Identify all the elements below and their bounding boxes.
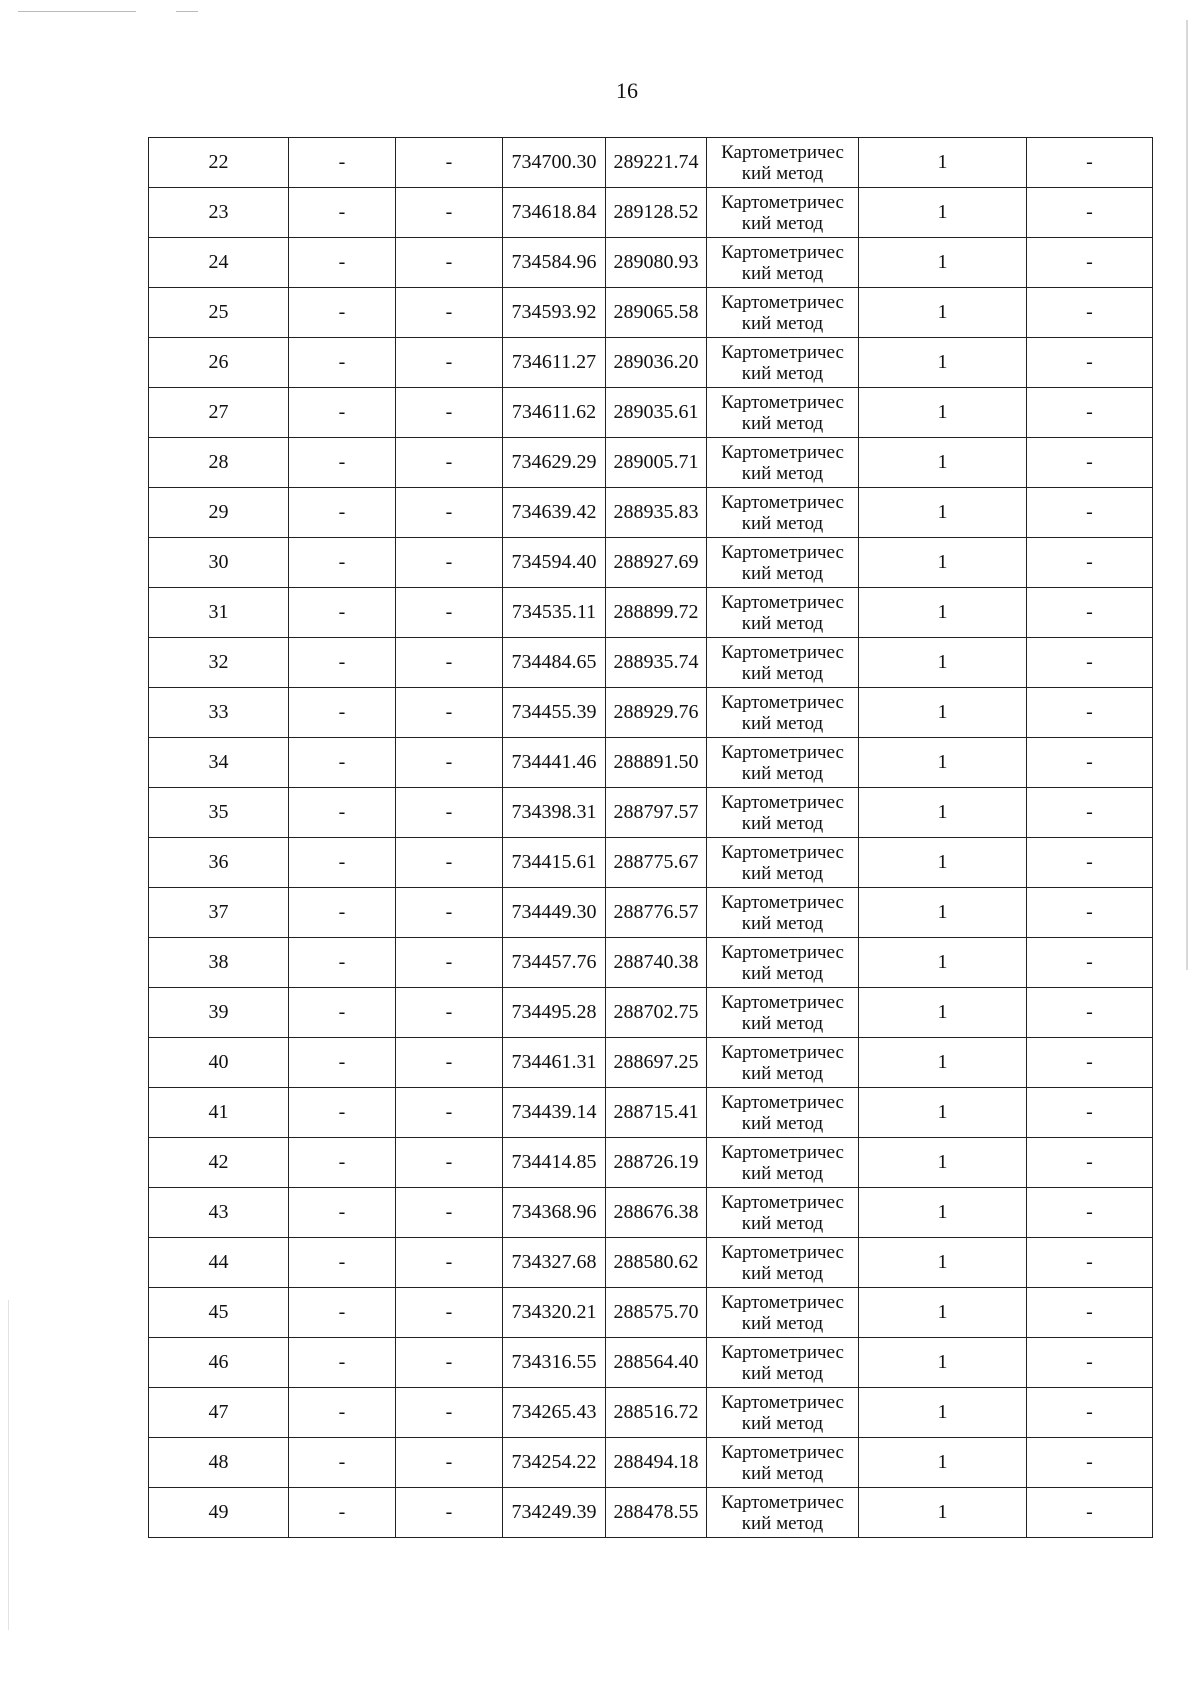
description-cell: - (1027, 938, 1153, 988)
accuracy-cell: 1 (859, 1088, 1027, 1138)
description-cell: - (1027, 1488, 1153, 1538)
x-coordinate-cell: 734398.31 (503, 788, 606, 838)
description-cell: - (1027, 1388, 1153, 1438)
method-cell: Картометричес кий метод (707, 1388, 859, 1438)
empty-value-cell: - (289, 838, 396, 888)
x-coordinate-cell: 734316.55 (503, 1338, 606, 1388)
method-cell: Картометричес кий метод (707, 838, 859, 888)
description-cell: - (1027, 1338, 1153, 1388)
accuracy-cell: 1 (859, 788, 1027, 838)
method-cell: Картометричес кий метод (707, 238, 859, 288)
point-number-cell: 38 (149, 938, 289, 988)
table-row (149, 1338, 1153, 1388)
x-coordinate-cell: 734618.84 (503, 188, 606, 238)
y-coordinate-cell: 288478.55 (606, 1488, 707, 1538)
x-coordinate-cell: 734495.28 (503, 988, 606, 1038)
method-cell: Картометричес кий метод (707, 488, 859, 538)
point-number-cell: 48 (149, 1438, 289, 1488)
x-coordinate-cell: 734611.27 (503, 338, 606, 388)
description-cell: - (1027, 188, 1153, 238)
point-number-cell: 47 (149, 1388, 289, 1438)
empty-value-cell: - (289, 188, 396, 238)
table-row (149, 238, 1153, 288)
scan-artifact-edge (1186, 20, 1188, 970)
point-number-cell: 41 (149, 1088, 289, 1138)
y-coordinate-cell: 289128.52 (606, 188, 707, 238)
coordinates-table (148, 137, 1153, 1538)
empty-value-cell: - (289, 688, 396, 738)
accuracy-cell: 1 (859, 638, 1027, 688)
description-cell: - (1027, 1188, 1153, 1238)
accuracy-cell: 1 (859, 1438, 1027, 1488)
point-number-cell: 33 (149, 688, 289, 738)
method-cell: Картометричес кий метод (707, 588, 859, 638)
point-number-cell: 22 (149, 138, 289, 188)
y-coordinate-cell: 288740.38 (606, 938, 707, 988)
empty-value-cell: - (289, 1438, 396, 1488)
x-coordinate-cell: 734249.39 (503, 1488, 606, 1538)
y-coordinate-cell: 288726.19 (606, 1138, 707, 1188)
method-cell: Картометричес кий метод (707, 1338, 859, 1388)
accuracy-cell: 1 (859, 238, 1027, 288)
empty-value-cell: - (396, 738, 503, 788)
table-row (149, 738, 1153, 788)
description-cell: - (1027, 288, 1153, 338)
accuracy-cell: 1 (859, 838, 1027, 888)
point-number-cell: 46 (149, 1338, 289, 1388)
method-cell: Картометричес кий метод (707, 1138, 859, 1188)
point-number-cell: 39 (149, 988, 289, 1038)
point-number-cell: 29 (149, 488, 289, 538)
empty-value-cell: - (289, 538, 396, 588)
description-cell: - (1027, 1238, 1153, 1288)
table-row (149, 988, 1153, 1038)
x-coordinate-cell: 734368.96 (503, 1188, 606, 1238)
empty-value-cell: - (396, 1138, 503, 1188)
x-coordinate-cell: 734439.14 (503, 1088, 606, 1138)
scan-artifact-edge (8, 1300, 9, 1630)
x-coordinate-cell: 734449.30 (503, 888, 606, 938)
x-coordinate-cell: 734594.40 (503, 538, 606, 588)
table-row (149, 438, 1153, 488)
table-row (149, 1188, 1153, 1238)
point-number-cell: 30 (149, 538, 289, 588)
description-cell: - (1027, 888, 1153, 938)
y-coordinate-cell: 288935.83 (606, 488, 707, 538)
accuracy-cell: 1 (859, 138, 1027, 188)
accuracy-cell: 1 (859, 1388, 1027, 1438)
accuracy-cell: 1 (859, 688, 1027, 738)
point-number-cell: 40 (149, 1038, 289, 1088)
point-number-cell: 23 (149, 188, 289, 238)
empty-value-cell: - (396, 1288, 503, 1338)
empty-value-cell: - (289, 638, 396, 688)
x-coordinate-cell: 734700.30 (503, 138, 606, 188)
x-coordinate-cell: 734415.61 (503, 838, 606, 888)
empty-value-cell: - (289, 288, 396, 338)
x-coordinate-cell: 734320.21 (503, 1288, 606, 1338)
empty-value-cell: - (396, 1438, 503, 1488)
accuracy-cell: 1 (859, 288, 1027, 338)
table-row (149, 1388, 1153, 1438)
y-coordinate-cell: 288575.70 (606, 1288, 707, 1338)
empty-value-cell: - (396, 638, 503, 688)
scan-artifact-line (18, 11, 136, 12)
empty-value-cell: - (396, 688, 503, 738)
empty-value-cell: - (289, 938, 396, 988)
y-coordinate-cell: 288776.57 (606, 888, 707, 938)
empty-value-cell: - (396, 1338, 503, 1388)
x-coordinate-cell: 734584.96 (503, 238, 606, 288)
y-coordinate-cell: 289036.20 (606, 338, 707, 388)
x-coordinate-cell: 734611.62 (503, 388, 606, 438)
empty-value-cell: - (396, 1238, 503, 1288)
empty-value-cell: - (289, 738, 396, 788)
accuracy-cell: 1 (859, 1238, 1027, 1288)
description-cell: - (1027, 338, 1153, 388)
table-row (149, 488, 1153, 538)
method-cell: Картометричес кий метод (707, 888, 859, 938)
accuracy-cell: 1 (859, 888, 1027, 938)
empty-value-cell: - (396, 1088, 503, 1138)
table-row (149, 538, 1153, 588)
accuracy-cell: 1 (859, 188, 1027, 238)
table-row (149, 838, 1153, 888)
empty-value-cell: - (396, 288, 503, 338)
empty-value-cell: - (289, 438, 396, 488)
y-coordinate-cell: 288927.69 (606, 538, 707, 588)
method-cell: Картометричес кий метод (707, 738, 859, 788)
accuracy-cell: 1 (859, 1338, 1027, 1388)
empty-value-cell: - (289, 1238, 396, 1288)
accuracy-cell: 1 (859, 1188, 1027, 1238)
x-coordinate-cell: 734639.42 (503, 488, 606, 538)
empty-value-cell: - (396, 188, 503, 238)
point-number-cell: 35 (149, 788, 289, 838)
description-cell: - (1027, 838, 1153, 888)
accuracy-cell: 1 (859, 338, 1027, 388)
description-cell: - (1027, 388, 1153, 438)
description-cell: - (1027, 1088, 1153, 1138)
description-cell: - (1027, 588, 1153, 638)
empty-value-cell: - (289, 1388, 396, 1438)
table-row (149, 188, 1153, 238)
table-row (149, 588, 1153, 638)
x-coordinate-cell: 734455.39 (503, 688, 606, 738)
empty-value-cell: - (396, 888, 503, 938)
point-number-cell: 27 (149, 388, 289, 438)
empty-value-cell: - (396, 588, 503, 638)
description-cell: - (1027, 1438, 1153, 1488)
table-row (149, 1438, 1153, 1488)
empty-value-cell: - (289, 338, 396, 388)
point-number-cell: 25 (149, 288, 289, 338)
empty-value-cell: - (289, 788, 396, 838)
y-coordinate-cell: 288899.72 (606, 588, 707, 638)
point-number-cell: 34 (149, 738, 289, 788)
point-number-cell: 26 (149, 338, 289, 388)
accuracy-cell: 1 (859, 438, 1027, 488)
x-coordinate-cell: 734484.65 (503, 638, 606, 688)
x-coordinate-cell: 734629.29 (503, 438, 606, 488)
description-cell: - (1027, 638, 1153, 688)
accuracy-cell: 1 (859, 388, 1027, 438)
description-cell: - (1027, 488, 1153, 538)
method-cell: Картометричес кий метод (707, 1188, 859, 1238)
description-cell: - (1027, 538, 1153, 588)
method-cell: Картометричес кий метод (707, 1488, 859, 1538)
y-coordinate-cell: 288564.40 (606, 1338, 707, 1388)
empty-value-cell: - (396, 938, 503, 988)
accuracy-cell: 1 (859, 488, 1027, 538)
method-cell: Картометричес кий метод (707, 288, 859, 338)
accuracy-cell: 1 (859, 988, 1027, 1038)
point-number-cell: 36 (149, 838, 289, 888)
empty-value-cell: - (289, 988, 396, 1038)
empty-value-cell: - (396, 1388, 503, 1438)
table-row (149, 1088, 1153, 1138)
table-row (149, 138, 1153, 188)
method-cell: Картометричес кий метод (707, 188, 859, 238)
y-coordinate-cell: 288697.25 (606, 1038, 707, 1088)
x-coordinate-cell: 734535.11 (503, 588, 606, 638)
point-number-cell: 43 (149, 1188, 289, 1238)
accuracy-cell: 1 (859, 538, 1027, 588)
empty-value-cell: - (289, 388, 396, 438)
y-coordinate-cell: 288797.57 (606, 788, 707, 838)
table-row (149, 938, 1153, 988)
method-cell: Картометричес кий метод (707, 138, 859, 188)
point-number-cell: 28 (149, 438, 289, 488)
method-cell: Картометричес кий метод (707, 938, 859, 988)
table-row (149, 1138, 1153, 1188)
point-number-cell: 45 (149, 1288, 289, 1338)
method-cell: Картометричес кий метод (707, 1038, 859, 1088)
scan-artifact-line (176, 11, 198, 12)
x-coordinate-cell: 734461.31 (503, 1038, 606, 1088)
table-row (149, 638, 1153, 688)
method-cell: Картометричес кий метод (707, 1238, 859, 1288)
x-coordinate-cell: 734441.46 (503, 738, 606, 788)
table-row (149, 688, 1153, 738)
x-coordinate-cell: 734327.68 (503, 1238, 606, 1288)
y-coordinate-cell: 289035.61 (606, 388, 707, 438)
table-row (149, 1038, 1153, 1088)
description-cell: - (1027, 138, 1153, 188)
empty-value-cell: - (289, 488, 396, 538)
empty-value-cell: - (396, 238, 503, 288)
table-row (149, 1238, 1153, 1288)
point-number-cell: 31 (149, 588, 289, 638)
y-coordinate-cell: 288929.76 (606, 688, 707, 738)
method-cell: Картометричес кий метод (707, 1088, 859, 1138)
y-coordinate-cell: 289221.74 (606, 138, 707, 188)
x-coordinate-cell: 734457.76 (503, 938, 606, 988)
table-row (149, 388, 1153, 438)
table-row (149, 788, 1153, 838)
method-cell: Картометричес кий метод (707, 638, 859, 688)
description-cell: - (1027, 1038, 1153, 1088)
point-number-cell: 37 (149, 888, 289, 938)
description-cell: - (1027, 988, 1153, 1038)
empty-value-cell: - (396, 438, 503, 488)
empty-value-cell: - (396, 988, 503, 1038)
empty-value-cell: - (289, 1338, 396, 1388)
y-coordinate-cell: 288935.74 (606, 638, 707, 688)
y-coordinate-cell: 289005.71 (606, 438, 707, 488)
description-cell: - (1027, 1288, 1153, 1338)
method-cell: Картометричес кий метод (707, 388, 859, 438)
table-row (149, 1288, 1153, 1338)
method-cell: Картометричес кий метод (707, 688, 859, 738)
y-coordinate-cell: 288775.67 (606, 838, 707, 888)
point-number-cell: 42 (149, 1138, 289, 1188)
x-coordinate-cell: 734254.22 (503, 1438, 606, 1488)
empty-value-cell: - (289, 1138, 396, 1188)
empty-value-cell: - (396, 338, 503, 388)
empty-value-cell: - (289, 1288, 396, 1338)
empty-value-cell: - (289, 588, 396, 638)
accuracy-cell: 1 (859, 1038, 1027, 1088)
empty-value-cell: - (289, 1488, 396, 1538)
empty-value-cell: - (396, 788, 503, 838)
accuracy-cell: 1 (859, 1488, 1027, 1538)
accuracy-cell: 1 (859, 1138, 1027, 1188)
y-coordinate-cell: 288891.50 (606, 738, 707, 788)
y-coordinate-cell: 288715.41 (606, 1088, 707, 1138)
x-coordinate-cell: 734414.85 (503, 1138, 606, 1188)
y-coordinate-cell: 288702.75 (606, 988, 707, 1038)
empty-value-cell: - (289, 1088, 396, 1138)
empty-value-cell: - (396, 488, 503, 538)
description-cell: - (1027, 738, 1153, 788)
empty-value-cell: - (289, 1188, 396, 1238)
accuracy-cell: 1 (859, 588, 1027, 638)
y-coordinate-cell: 289065.58 (606, 288, 707, 338)
point-number-cell: 32 (149, 638, 289, 688)
point-number-cell: 49 (149, 1488, 289, 1538)
table-body (149, 138, 1153, 1538)
page-number: 16 (616, 78, 638, 103)
method-cell: Картометричес кий метод (707, 988, 859, 1038)
description-cell: - (1027, 1138, 1153, 1188)
empty-value-cell: - (396, 1488, 503, 1538)
empty-value-cell: - (289, 138, 396, 188)
empty-value-cell: - (289, 888, 396, 938)
method-cell: Картометричес кий метод (707, 338, 859, 388)
accuracy-cell: 1 (859, 1288, 1027, 1338)
table-row (149, 888, 1153, 938)
description-cell: - (1027, 238, 1153, 288)
empty-value-cell: - (396, 388, 503, 438)
table-row (149, 288, 1153, 338)
empty-value-cell: - (396, 538, 503, 588)
empty-value-cell: - (289, 238, 396, 288)
method-cell: Картометричес кий метод (707, 1438, 859, 1488)
empty-value-cell: - (396, 1038, 503, 1088)
y-coordinate-cell: 288516.72 (606, 1388, 707, 1438)
y-coordinate-cell: 288494.18 (606, 1438, 707, 1488)
x-coordinate-cell: 734265.43 (503, 1388, 606, 1438)
empty-value-cell: - (396, 838, 503, 888)
y-coordinate-cell: 288676.38 (606, 1188, 707, 1238)
method-cell: Картометричес кий метод (707, 788, 859, 838)
empty-value-cell: - (396, 138, 503, 188)
method-cell: Картометричес кий метод (707, 538, 859, 588)
empty-value-cell: - (396, 1188, 503, 1238)
empty-value-cell: - (289, 1038, 396, 1088)
table-row (149, 338, 1153, 388)
point-number-cell: 44 (149, 1238, 289, 1288)
method-cell: Картометричес кий метод (707, 438, 859, 488)
table-row (149, 1488, 1153, 1538)
x-coordinate-cell: 734593.92 (503, 288, 606, 338)
method-cell: Картометричес кий метод (707, 1288, 859, 1338)
description-cell: - (1027, 788, 1153, 838)
accuracy-cell: 1 (859, 938, 1027, 988)
point-number-cell: 24 (149, 238, 289, 288)
y-coordinate-cell: 288580.62 (606, 1238, 707, 1288)
description-cell: - (1027, 688, 1153, 738)
y-coordinate-cell: 289080.93 (606, 238, 707, 288)
description-cell: - (1027, 438, 1153, 488)
accuracy-cell: 1 (859, 738, 1027, 788)
